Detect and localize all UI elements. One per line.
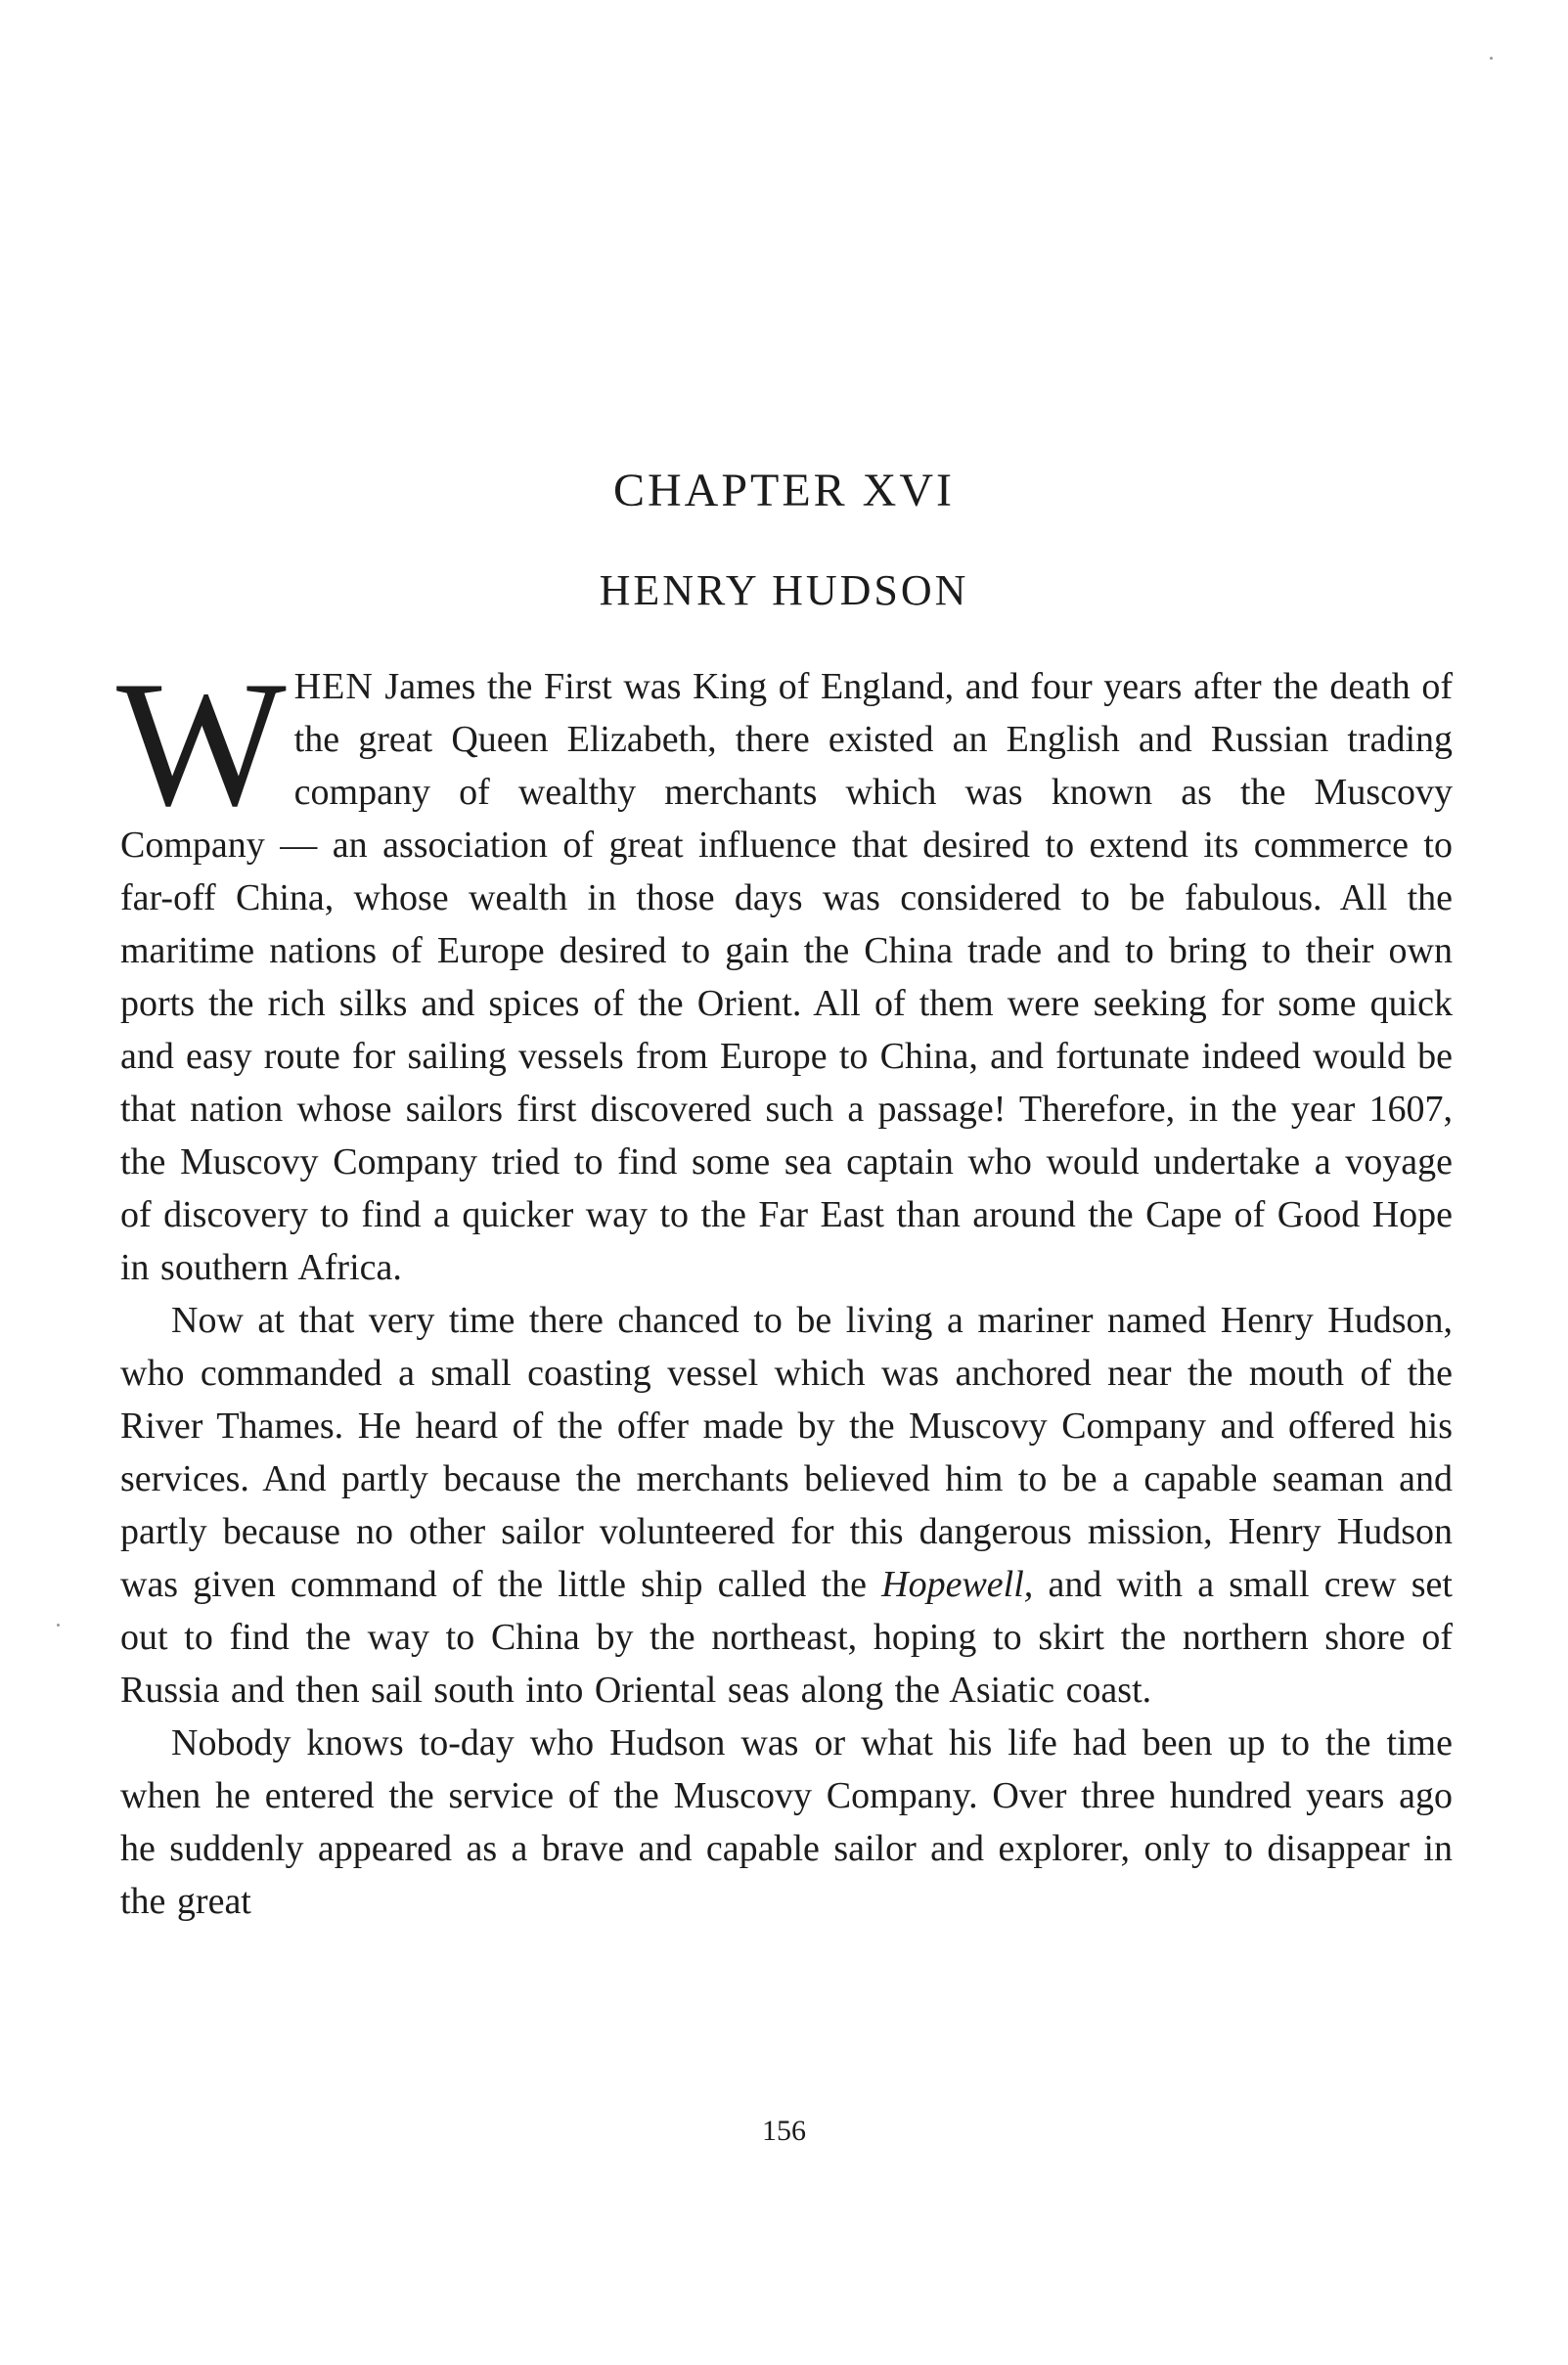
paragraph-2-text-before: Now at that very time there chanced to be living a mariner named Henry Hudson, who commanded a small coasting vessel which was anchored near the mouth of the River Thames. He heard of the offer made by the Muscovy Company and offered his services. And partly because the merchants believed him to be a capable seaman and partly because no other sailor volunteered for this dangerous mission, Henry Hudson was given command of the little ship called the [120,1300,1453,1605]
ship-name: Hopewell, [881,1564,1034,1605]
paragraph-3-text: Nobody knows to-day who Hudson was or what his life had been up to the time when he entered the service of the Muscovy Company. Over three hundred years ago he suddenly appeared as a brave and capable sailor and explorer, only to disappear in the great [120,1722,1453,1922]
body-text [116,644,1453,1928]
chapter-number: CHAPTER XVI [612,465,955,516]
paragraph-1-text: James the First was King of England, and four years after the death of the great Queen Elizabeth, there existed an English and Russian trading company of wealthy merchants which was known as the Muscovy Company — an association of great influence that desired to extend its commerce to far-off China, whose wealth in those days was considered to be fabulous. All the maritime nations of Europe desired to gain the China trade and to bring to their own ports the rich silks and spices of the Orient. All of them were seeking for some quick and easy route for sailing vessels from Europe to China, and fortunate indeed would be that nation whose sailors first discovered such a passage! Therefore, in the year 1607, the Muscovy Company tried to find some sea captain who would undertake a voyage of discovery to find a quicker way to the Far East than around the Cape of Good Hope in southern Africa. [120,666,1453,1288]
paper-speck [57,1624,60,1627]
paper-speck [1490,57,1493,60]
opening-word: HEN [293,666,374,707]
chapter-title: HENRY HUDSON [599,566,969,614]
paragraph-3 [120,1717,1453,1928]
paragraph-2-text-after: and with a small crew set out to find the way to China by the northeast, hoping to skirt the northern shore of Russia and then sail south into Oriental seas along the Asiatic coast. [120,1564,1453,1711]
drop-cap: W [116,644,287,843]
paragraph-2 [120,1294,1453,1717]
page-number: 156 [762,2115,806,2147]
paragraph-1 [116,644,1453,1294]
